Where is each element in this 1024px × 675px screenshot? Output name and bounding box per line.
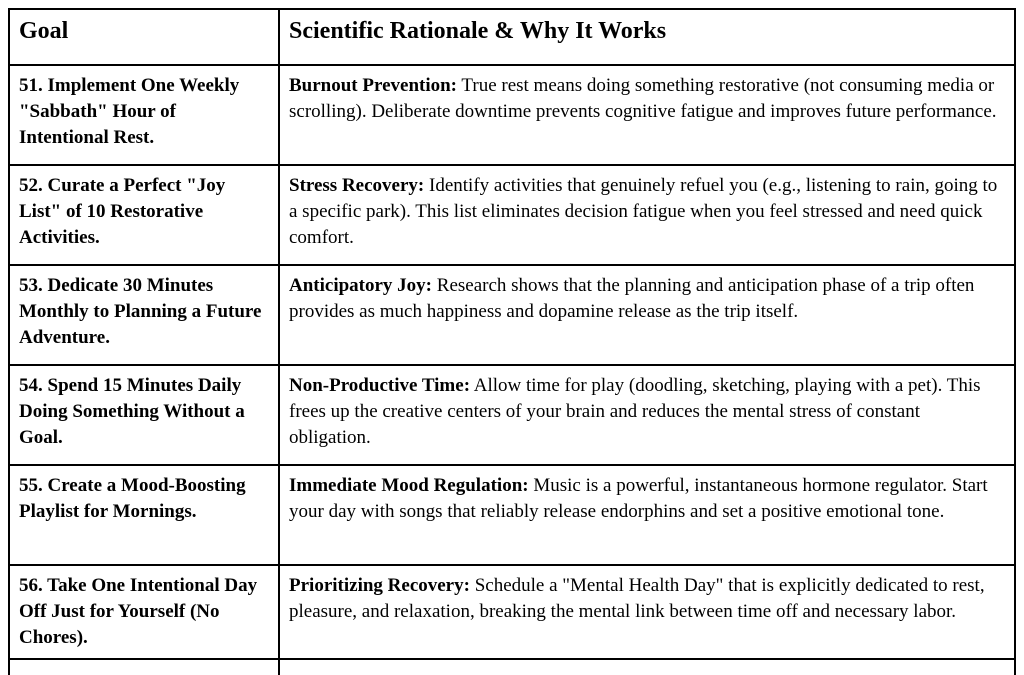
goal-cell: 53. Dedicate 30 Minutes Monthly to Planning a Future Adventure. <box>9 265 279 365</box>
rationale-body: Research shows that the planning and anticipation phase of a trip often provides as much happiness and dopamine release as the trip itself. <box>289 275 975 323</box>
header-rationale: Scientific Rationale & Why It Works <box>279 9 1015 65</box>
rationale-cell <box>279 365 1015 465</box>
goal-cell: 56. Take One Intentional Day Off Just for Yourself (No Chores). <box>9 565 279 659</box>
header-goal: Goal <box>9 9 279 65</box>
goal-cell: 51. Implement One Weekly "Sabbath" Hour of Intentional Rest. <box>9 65 279 165</box>
rationale-cell <box>279 565 1015 659</box>
table-row <box>9 65 1015 165</box>
goal-cell-empty <box>9 659 279 675</box>
partial-table-row <box>9 659 1015 675</box>
rationale-body: Music is a powerful, instantaneous hormone regulator. Start your day with songs that reliably release endorphins and set a positive emotional tone. <box>289 475 988 523</box>
rationale-lead: Stress Recovery: <box>289 175 425 196</box>
goal-cell: 55. Create a Mood-Boosting Playlist for Mornings. <box>9 465 279 565</box>
rationale-lead: Burnout Prevention: <box>289 75 458 96</box>
goal-cell: 52. Curate a Perfect "Joy List" of 10 Restorative Activities. <box>9 165 279 265</box>
header-row <box>9 9 1015 65</box>
table-row <box>9 365 1015 465</box>
rationale-body: Schedule a "Mental Health Day" that is explicitly dedicated to rest, pleasure, and relaxation, breaking the mental link between time off and necessary labor. <box>289 575 985 623</box>
rationale-lead: Immediate Mood Regulation: <box>289 475 529 496</box>
rationale-body: Identify activities that genuinely refuel you (e.g., listening to rain, going to a specific park). This list eliminates decision fatigue when you feel stressed and need quick comfort. <box>289 175 998 249</box>
rationale-lead: Non-Productive Time: <box>289 375 471 396</box>
rationale-body: True rest means doing something restorative (not consuming media or scrolling). Deliberate downtime prevents cognitive fatigue and improves future performance. <box>289 75 997 123</box>
rationale-body: Allow time for play (doodling, sketching, playing with a pet). This frees up the creative centers of your brain and reduces the mental stress of constant obligation. <box>289 375 981 449</box>
goal-cell: 54. Spend 15 Minutes Daily Doing Something Without a Goal. <box>9 365 279 465</box>
rationale-cell <box>279 465 1015 565</box>
table-row <box>9 265 1015 365</box>
rationale-cell <box>279 165 1015 265</box>
rationale-cell <box>279 65 1015 165</box>
table-row <box>9 565 1015 659</box>
goals-table <box>8 8 1016 675</box>
table-row <box>9 165 1015 265</box>
rationale-lead: Prioritizing Recovery: <box>289 575 470 596</box>
rationale-cell <box>279 265 1015 365</box>
rationale-cell-empty <box>279 659 1015 675</box>
table-row <box>9 465 1015 565</box>
rationale-lead: Anticipatory Joy: <box>289 275 433 296</box>
